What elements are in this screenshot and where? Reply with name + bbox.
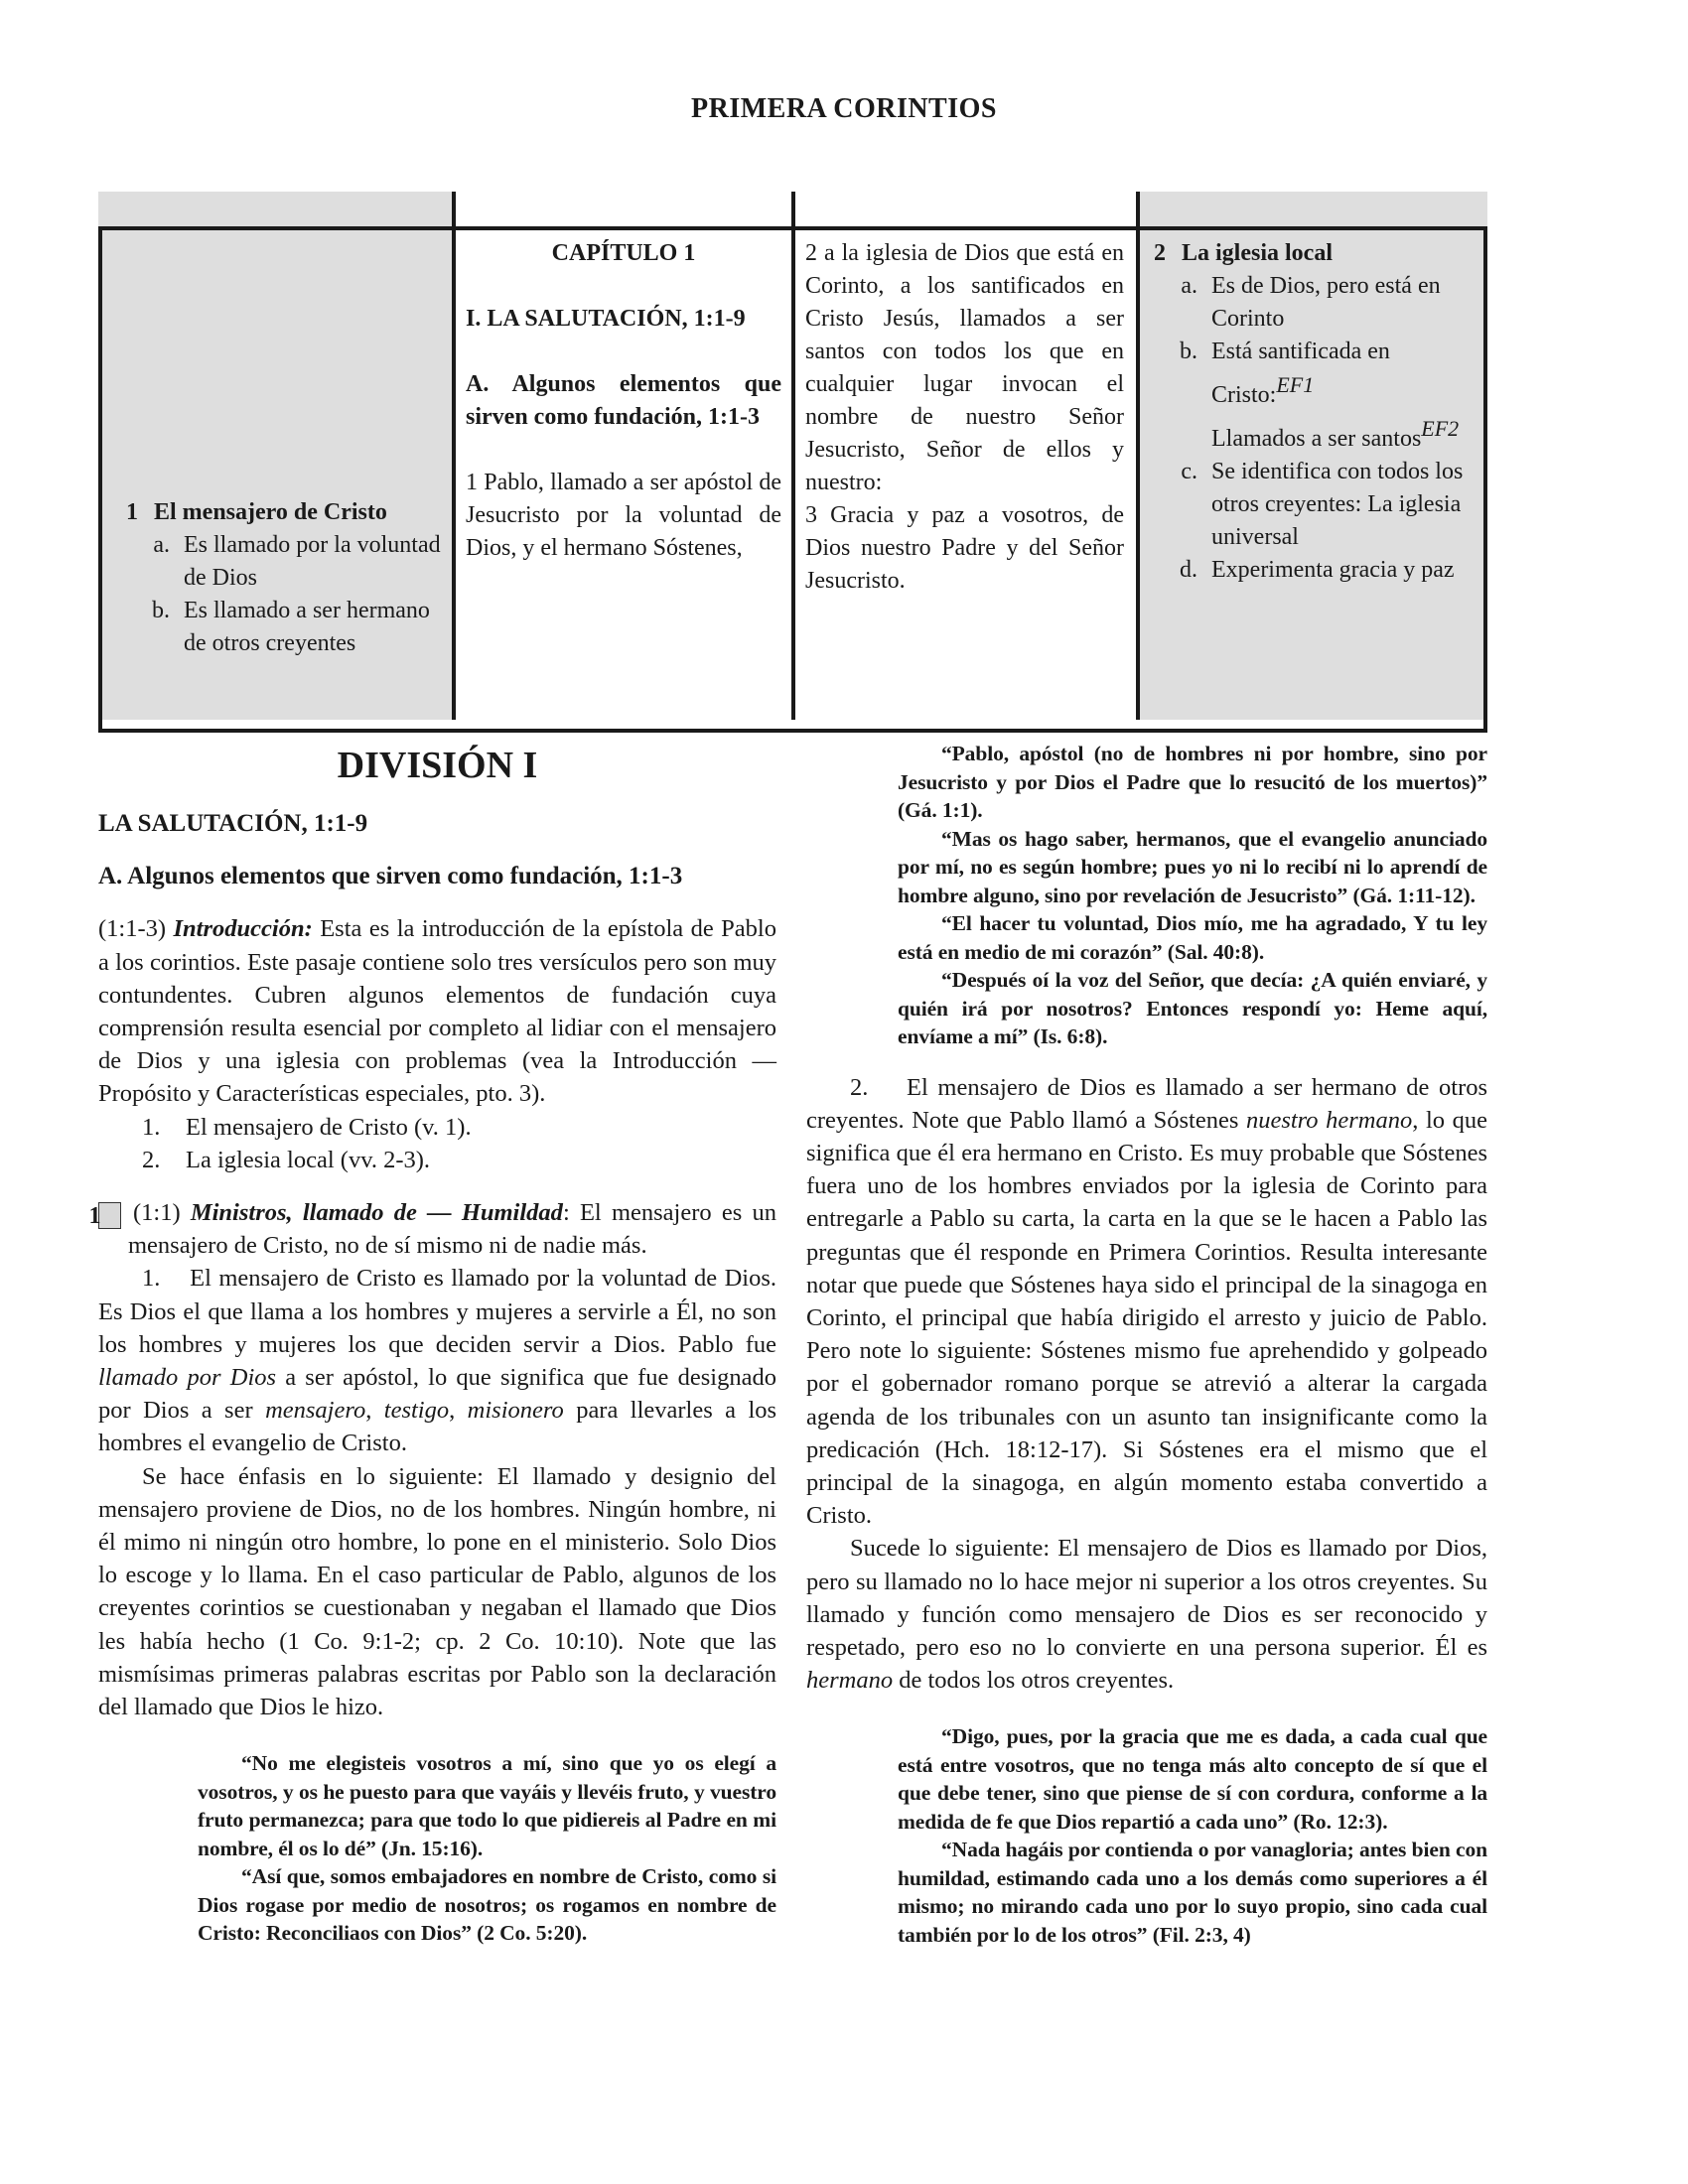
scripture-quote: “El hacer tu voluntad, Dios mío, me ha agradado, Y tu ley está en medio de mi corazón” (Sal. 40:8). [898, 911, 1487, 964]
scripture-quote: “Así que, somos embajadores en nombre de Cristo, como si Dios rogase por medio de nosotros; os rogamos en nombre de Cristo: Reconciliaos con Dios” (2 Co. 5:20). [198, 1864, 776, 1946]
outline-table [98, 192, 1487, 733]
note-number-box-icon[interactable]: 1 [98, 1202, 121, 1229]
outline-subpoint: b. Es llamado a ser hermano de otros creyentes [152, 598, 430, 656]
intro-list-item: 2. La iglesia local (vv. 2-3). [142, 1146, 431, 1173]
scripture-quote: “Mas os hago saber, hermanos, que el evangelio anunciado por mí, no es según hombre; pues yo ni lo recibí ni lo aprendí de hombre alguno, sino por revelación de Jesucristo” (Gá. 1:11-12). [898, 826, 1487, 907]
verse-2: 2 a la iglesia de Dios que está en Corinto, a los santificados en Cristo Jesús, llamados a ser santos con todos los que en cualquier lugar invocan el nombre de nuestro Señor Jesucristo, Señor de ellos y nuestro: [805, 240, 1124, 495]
point-1-paragraph: 1. El mensajero de Cristo es llamado por la voluntad de Dios. Es Dios el que llama a los hombres y mujeres a servirle a Él, no son los hombres y mujeres los que deciden servir a Dios. Pablo fue llamado por Dios a ser apóstol, lo que significa que fue designado por Dios a ser mensajero, testigo, misionero para llevarles a los hombres el evangelio de Cristo. [98, 1265, 777, 1457]
emphasis-paragraph: Se hace énfasis en lo siguiente: El llamado y designio del mensajero proviene de Dios, no de los hombres. Ningún hombre, ni él mimo ni ningún otro hombre, lo pone en el ministerio. Solo Dios lo escoge y lo llama. En el caso particular de Pablo, algunos de los creyentes corintios se cuestionaban y negaban el llamado que Dios les había hecho (1 Co. 9:1-2; cp. 2 Co. 10:10). Note que las mismísimas primeras palabras escritas por Pablo son la declaración del llamado que Dios le hizo. [98, 1462, 776, 1721]
scripture-quotes-right-bottom [898, 1722, 1487, 1949]
outline-point-2: 2 La iglesia local [1154, 240, 1333, 266]
section-title: LA SALUTACIÓN, 1:1-9 [98, 810, 368, 837]
note-1-paragraph: 1 (1:1) Ministros, llamado de — Humildad: El mensajero es un mensajero de Cristo, no de sí mismo ni de nadie más. [88, 1199, 776, 1260]
outline-point-1: 1 El mensajero de Cristo [126, 499, 387, 525]
scripture-quote: “No me elegisteis vosotros a mí, sino que yo os elegí a vosotros, y os he puesto para que vayáis y llevéis fruto, y vuestro fruto permanezca; para que todo lo que pidiereis al Padre en mi nombre, él os lo dé” (Jn. 15:16). [198, 1751, 776, 1860]
scripture-quote: “Digo, pues, por la gracia que me es dada, a cada cual que está entre vosotros, que no tenga más alto concepto de sí que el que debe tener, sino que piense de sí con cordura, conforme a la medida de fe que Dios repartió a cada uno” (Ro. 12:3). [898, 1724, 1487, 1834]
body-column-left [88, 740, 777, 1948]
outline-subpoint: c. Se identifica con todos los otros creyentes: La iglesia universal [1181, 459, 1464, 550]
subsection-title: A. Algunos elementos que sirven como fundación, 1:1-3 [98, 863, 683, 890]
outline-subpoint: a. Es de Dios, pero está en Corinto [1181, 273, 1441, 332]
outline-col-scripture-right [791, 192, 1136, 720]
section-heading: A. Algunos elementos que sirven como fundación, 1:1-3 [466, 371, 781, 430]
outline-col-points-left [98, 192, 452, 720]
outline-col-points-right [1136, 192, 1487, 720]
scripture-quote: “Después oí la voz del Señor, que decía: ¿A quién enviaré, y quién irá por nosotros? Entonces respondí yo: Heme aquí, envíame a mí” (Is. 6:8). [898, 968, 1487, 1048]
outline-subpoint: d. Experimenta gracia y paz [1180, 557, 1455, 583]
footnote-ref[interactable]: EF1 [1276, 372, 1315, 397]
verse-3: 3 Gracia y paz a vosotros, de Dios nuestro Padre y del Señor Jesucristo. [805, 502, 1124, 594]
scripture-quotes-right-top [898, 740, 1487, 1051]
chapter-heading: CAPÍTULO 1 [551, 240, 696, 266]
scripture-quotes-left [198, 1749, 776, 1948]
body-column-right [806, 740, 1487, 1949]
outline-subpoint: b. Está santificada en Cristo:EF1 Llamados a ser santosEF2 [1180, 339, 1460, 452]
outline-subpoint: a. Es llamado por la voluntad de Dios [153, 532, 441, 591]
page-header: PRIMERA CORINTIOS [691, 93, 997, 124]
point-2-paragraph: 2. El mensajero de Dios es llamado a ser hermano de otros creyentes. Note que Pablo llamó a Sóstenes nuestro hermano, lo que significa que él era hermano en Cristo. Es muy probable que Sóstenes fuera uno de los hombres enviados por la iglesia de Corinto para entregarle a Pablo su carta, la carta en la que se le hacen a Pablo las preguntas que él responde en Primera Corintios. Resulta interesante notar que puede que Sóstenes haya sido el principal de la sinagoga en Corinto, el principal que había dirigido el arresto y juicio de Pablo. Pero note lo siguiente: Sóstenes mismo fue aprehendido y golpeado por el gobernador romano porque se atrevió a alterar la cargada agenda de los tribunales con un asunto tan insignificante como la predicación (Hch. 18:12-17). Si Sóstenes era el mismo que el principal de la sinagoga, en algún momento estaba convertido a Cristo. [806, 1073, 1488, 1530]
scripture-quote: “Pablo, apóstol (no de hombres ni por hombre, sino por Jesucristo y por Dios el Padre que lo resucitó de los muertos)” (Gá. 1:1). [898, 742, 1487, 822]
intro-list-item: 1. El mensajero de Cristo (v. 1). [142, 1113, 472, 1141]
division-heading: I. LA SALUTACIÓN, 1:1-9 [466, 306, 746, 332]
sucede-paragraph: Sucede lo siguiente: El mensajero de Dios es llamado por Dios, pero su llamado no lo hace mejor ni superior a los otros creyentes. Su llamado y función como mensajero de Dios es ser reconocido y respetado, pero eso no lo convierte en una persona superior. Él es hermano de todos los otros creyentes. [806, 1535, 1487, 1695]
footnote-ref[interactable]: EF2 [1421, 416, 1460, 441]
outline-col-scripture-left [452, 192, 791, 720]
division-title: DIVISIÓN I [337, 745, 538, 786]
verse-1: 1 Pablo, llamado a ser apóstol de Jesucristo por la voluntad de Dios, y el hermano Sóstenes, [466, 470, 781, 561]
intro-paragraph: (1:1-3) Introducción: Esta es la introducción de la epístola de Pablo a los corintios. Este pasaje contiene solo tres versículos pero son muy contundentes. Cubren algunos elementos de fundación cuya comprensión resulta esencial por completo al lidiar con el mensajero de Dios y una iglesia con problemas (vea la Introducción — Propósito y Características especiales, pto. 3). [98, 915, 776, 1108]
scripture-quote: “Nada hagáis por contienda o por vanagloria; antes bien con humildad, estimando cada uno a los demás como superiores a él mismo; no mirando cada uno por lo suyo propio, sino cada cual también por lo de los otros” (Fil. 2:3, 4) [898, 1838, 1487, 1947]
